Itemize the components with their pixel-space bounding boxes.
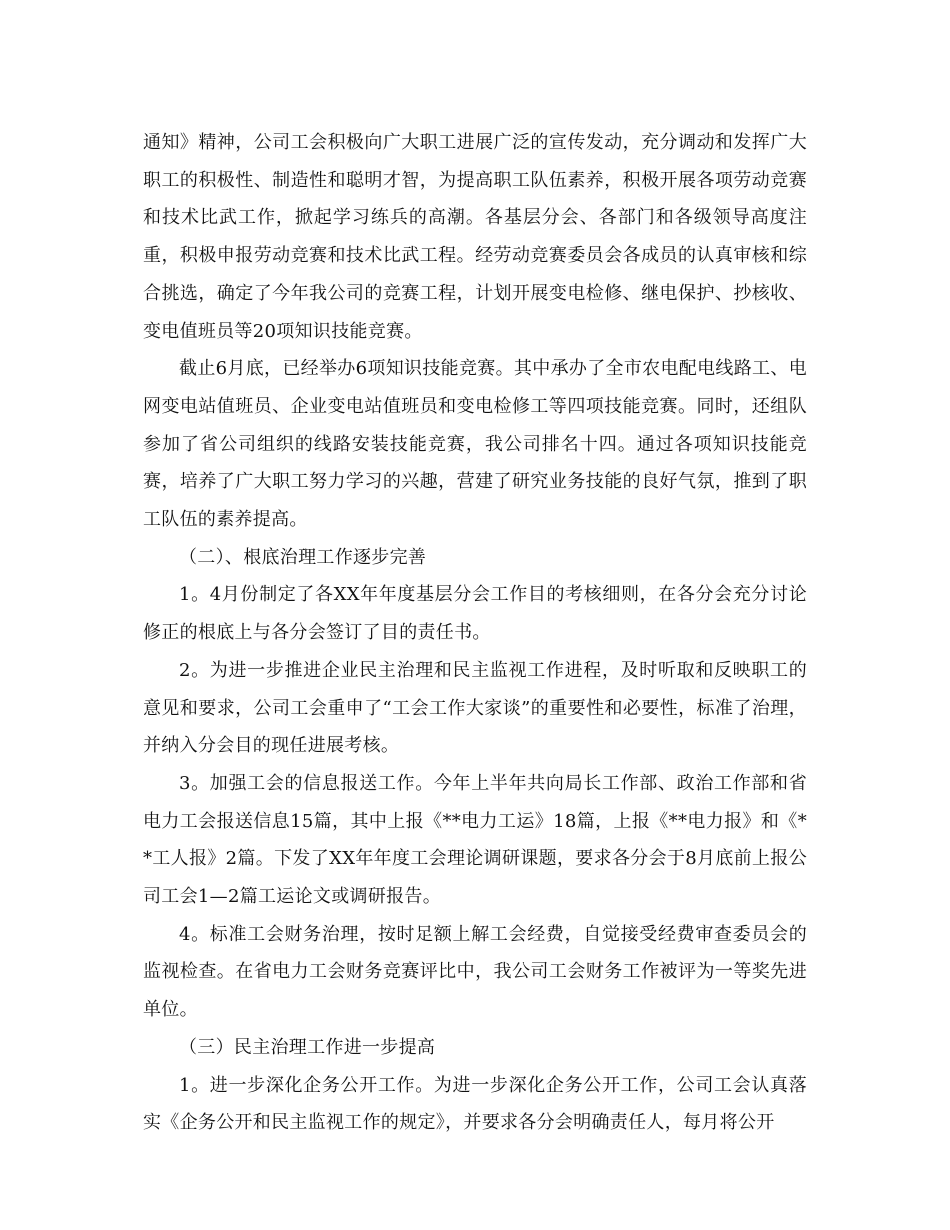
- section-heading: （二）、根底治理工作逐步完善: [179, 546, 427, 568]
- paragraph: 1。4月份制定了各XX年年度基层分会工作目的考核细则，在各分会充分讨论修正的根底上与各分会签订了目的责任书。: [143, 584, 807, 644]
- paragraph: 截止6月底，已经举办6项知识技能竞赛。其中承办了全市农电配电线路工、电网变电站值班员、企业变电站值班员和变电检修工等四项技能竞赛。同时，还组队参加了省公司组织的线路安装技能竞赛，我公司排名十四。通过各项知识技能竞赛，培养了广大职工努力学习的兴趣，营建了研究业务技能的良好气氛，推到了职工队伍的素养提高。: [143, 358, 807, 531]
- section-heading: （三）民主治理工作进一步提高: [179, 1036, 436, 1058]
- paragraph-continued: 通知》精神，公司工会积极向广大职工进展广泛的宣传发动，充分调动和发挥广大职工的积极性、制造性和聪明才智，为提高职工队伍素养，积极开展各项劳动竞赛和技术比武工作，掀起学习练兵的高潮。各基层分会、各部门和各级领导高度注重，积极申报劳动竞赛和技术比武工程。经劳动竞赛委员会各成员的认真审核和综合挑选，确定了今年我公司的竞赛工程，计划开展变电检修、继电保护、抄核收、变电值班员等20项知识技能竞赛。: [143, 132, 807, 342]
- paragraph: 1。进一步深化企务公开工作。为进一步深化企务公开工作，公司工会认真落实《企务公开和民主监视工作的规定》，并要求各分会明确责任人，每月将公开: [143, 1074, 807, 1134]
- paragraph: 2。为进一步推进企业民主治理和民主监视工作进程，及时听取和反映职工的意见和要求，公司工会重申了“工会工作大家谈”的重要性和必要性，标准了治理，并纳入分会目的现任进展考核。: [143, 659, 807, 757]
- paragraph: 4。标准工会财务治理，按时足额上解工会经费，自觉接受经费审查委员会的监视检查。在省电力工会财务竞赛评比中，我公司工会财务工作被评为一等奖先进单位。: [143, 923, 807, 1021]
- paragraph: 3。加强工会的信息报送工作。今年上半年共向局长工作部、政治工作部和省电力工会报送信息15篇，其中上报《**电力工运》18篇，上报《**电力报》和《**工人报》2篇。下发了XX年年度工会理论调研课题，要求各分会于8月底前上报公司工会1—2篇工运论文或调研报告。: [143, 772, 807, 908]
- document-body: [143, 124, 807, 1142]
